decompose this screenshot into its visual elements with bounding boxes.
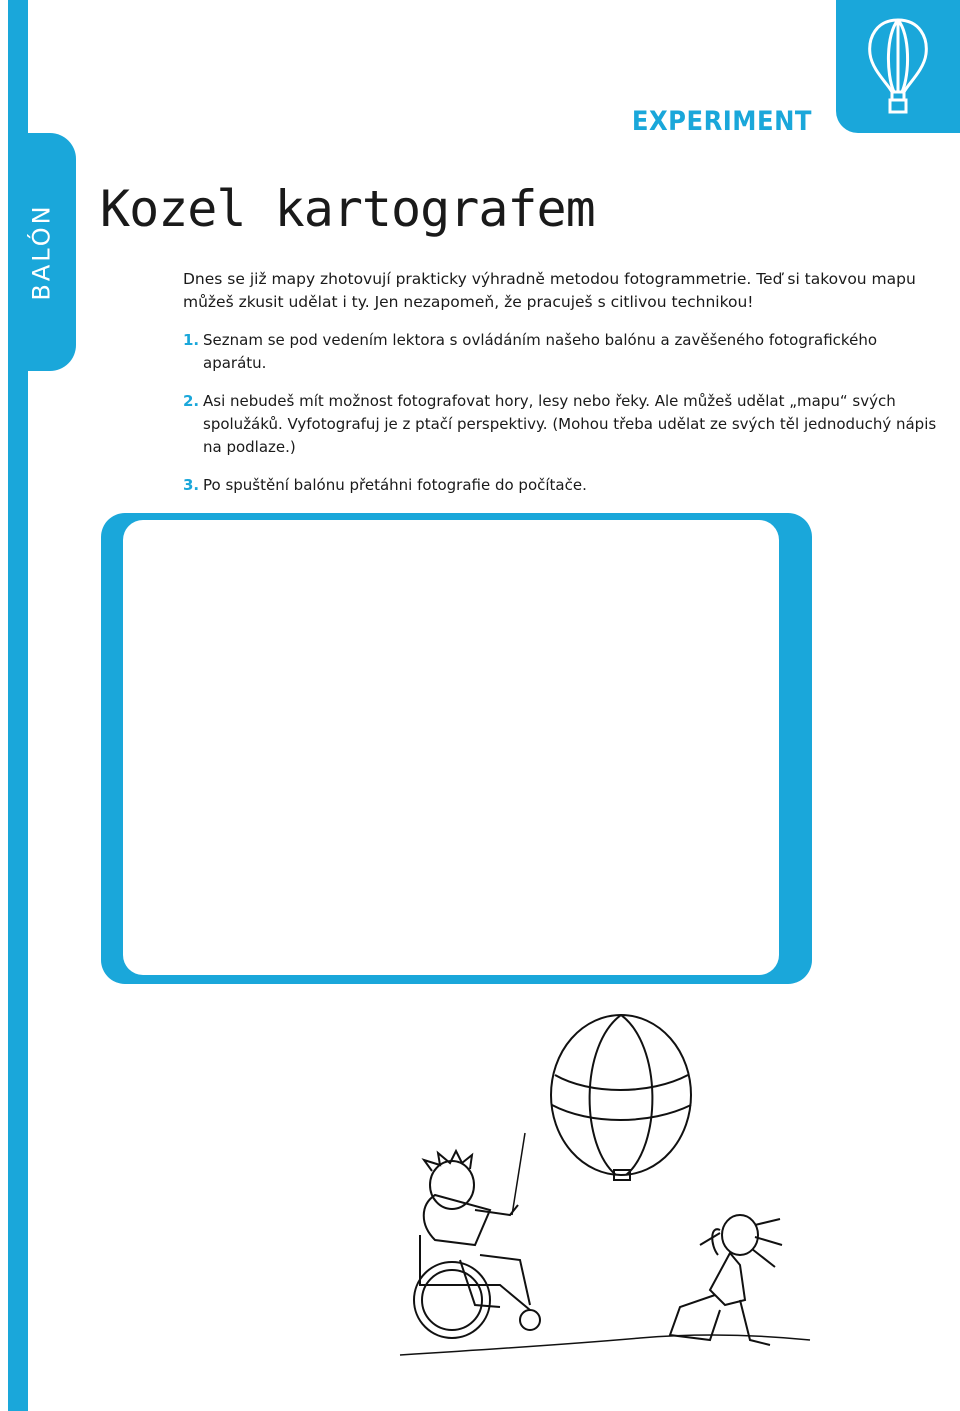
section-label: EXPERIMENT — [631, 106, 812, 137]
page-title: Kozel kartografem — [100, 180, 595, 238]
drawing-area — [123, 520, 779, 975]
step-item — [183, 390, 943, 459]
step-text: Po spuštění balónu přetáhni fotografie do počítače. — [203, 476, 587, 494]
logo-box — [836, 0, 960, 133]
side-label — [8, 133, 76, 371]
step-number: 1. — [183, 331, 200, 349]
side-label-text: BALÓN — [28, 203, 56, 301]
step-number: 3. — [183, 476, 200, 494]
step-item — [183, 474, 943, 497]
wheelchair-wheel — [414, 1262, 490, 1338]
intro-text: Dnes se již mapy zhotovují prakticky výhradně metodou fotogrammetrie. Teď si takovou mapu můžeš zkusit udělat i ty. Jen nezapomeň, že pracuješ s citlivou technikou! — [183, 270, 916, 311]
hot-air-balloon-icon — [862, 14, 934, 114]
balloon-drawing — [551, 1015, 691, 1175]
step-number: 2. — [183, 392, 200, 410]
step-text: Seznam se pod vedením lektora s ovládáním našeho balónu a zavěšeného fotografického aparátu. — [203, 331, 877, 372]
step-item — [183, 329, 943, 375]
balloon-kids-illustration — [380, 1005, 840, 1365]
step-text: Asi nebudeš mít možnost fotografovat hory, lesy nebo řeky. Ale můžeš udělat „mapu“ svých spolužáků. Vyfotografuj je z ptačí perspektivy. (Mohou třeba udělat ze svých těl jednoduchý nápis na podlaze.) — [203, 392, 937, 456]
